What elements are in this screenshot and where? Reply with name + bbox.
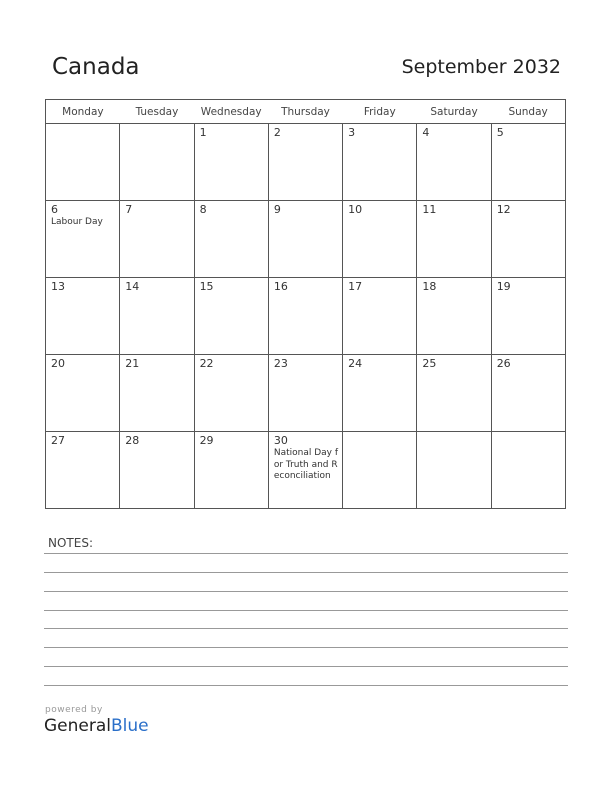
day-number: 15 [199, 280, 214, 293]
day-number: 26 [496, 357, 511, 370]
holiday-label: National Day for Truth and Reconciliation [273, 448, 339, 481]
day-cell [194, 201, 268, 278]
day-number: 19 [496, 280, 511, 293]
day-number: 22 [199, 357, 214, 370]
weekday-monday: Monday [46, 100, 120, 124]
day-number: 21 [125, 357, 140, 370]
day-number: 23 [273, 357, 288, 370]
day-number: 4 [422, 126, 430, 139]
calendar-grid [45, 99, 566, 509]
day-number: 8 [199, 203, 207, 216]
day-number [120, 124, 193, 126]
day-cell [120, 201, 194, 278]
notes-label: NOTES: [48, 536, 93, 550]
day-number [492, 432, 565, 434]
note-line [44, 666, 568, 667]
weekday-wednesday: Wednesday [194, 100, 268, 124]
weekday-tuesday: Tuesday [120, 100, 194, 124]
day-number: 14 [125, 280, 140, 293]
day-number [46, 124, 119, 126]
day-number: 27 [51, 434, 65, 447]
day-cell [417, 355, 491, 432]
day-number: 17 [348, 280, 363, 293]
note-line [44, 553, 568, 554]
day-number: 20 [51, 357, 65, 370]
weekday-sunday: Sunday [491, 100, 565, 124]
week-row [46, 201, 566, 278]
day-cell [491, 201, 565, 278]
day-cell [491, 278, 565, 355]
day-number: 30 [273, 434, 288, 447]
day-number: 11 [422, 203, 437, 216]
day-cell [417, 278, 491, 355]
day-number: 13 [51, 280, 65, 293]
note-line [44, 647, 568, 648]
generalblue-logo [44, 716, 149, 736]
weekday-saturday: Saturday [417, 100, 491, 124]
day-number: 29 [199, 434, 214, 447]
day-cell [343, 355, 417, 432]
weekday-header-row [46, 100, 566, 124]
day-cell [268, 355, 342, 432]
day-number: 3 [348, 126, 356, 139]
day-number: 25 [422, 357, 437, 370]
day-number: 28 [125, 434, 140, 447]
day-cell [417, 201, 491, 278]
day-cell [120, 278, 194, 355]
day-cell [491, 355, 565, 432]
week-row [46, 278, 566, 355]
day-cell [343, 432, 417, 509]
note-line [44, 685, 568, 686]
weekday-thursday: Thursday [268, 100, 342, 124]
note-line [44, 610, 568, 611]
day-number [343, 432, 416, 434]
day-number: 12 [496, 203, 511, 216]
day-cell [46, 355, 120, 432]
day-number: 5 [496, 126, 504, 139]
day-cell [268, 432, 342, 509]
day-cell [268, 124, 342, 201]
day-cell [120, 432, 194, 509]
day-cell [46, 124, 120, 201]
weekday-friday: Friday [343, 100, 417, 124]
day-number: 7 [125, 203, 133, 216]
day-cell [46, 201, 120, 278]
day-cell [343, 201, 417, 278]
brand-general: General [44, 716, 111, 736]
holiday-label: Labour Day [51, 217, 103, 227]
day-cell [194, 278, 268, 355]
day-number [417, 432, 490, 434]
day-cell [268, 278, 342, 355]
day-cell [417, 124, 491, 201]
day-number: 1 [199, 126, 207, 139]
country-title: Canada [52, 54, 140, 80]
day-number: 6 [51, 203, 58, 216]
day-cell [120, 124, 194, 201]
day-cell [120, 355, 194, 432]
note-line [44, 591, 568, 592]
note-line [44, 572, 568, 573]
day-cell [491, 432, 565, 509]
day-cell [343, 124, 417, 201]
day-number: 24 [348, 357, 363, 370]
brand-blue: Blue [111, 716, 149, 736]
note-line [44, 628, 568, 629]
week-row [46, 124, 566, 201]
day-cell [343, 278, 417, 355]
day-cell [46, 432, 120, 509]
day-number: 9 [273, 203, 281, 216]
day-cell [194, 355, 268, 432]
day-number: 10 [348, 203, 363, 216]
day-cell [194, 124, 268, 201]
day-cell [46, 278, 120, 355]
day-number: 2 [273, 126, 281, 139]
day-number: 16 [273, 280, 288, 293]
powered-by-text: powered by [45, 705, 103, 715]
week-row [46, 432, 566, 509]
month-year-title: September 2032 [401, 56, 561, 78]
day-cell [417, 432, 491, 509]
day-cell [194, 432, 268, 509]
day-number: 18 [422, 280, 437, 293]
day-cell [491, 124, 565, 201]
week-row [46, 355, 566, 432]
day-cell [268, 201, 342, 278]
